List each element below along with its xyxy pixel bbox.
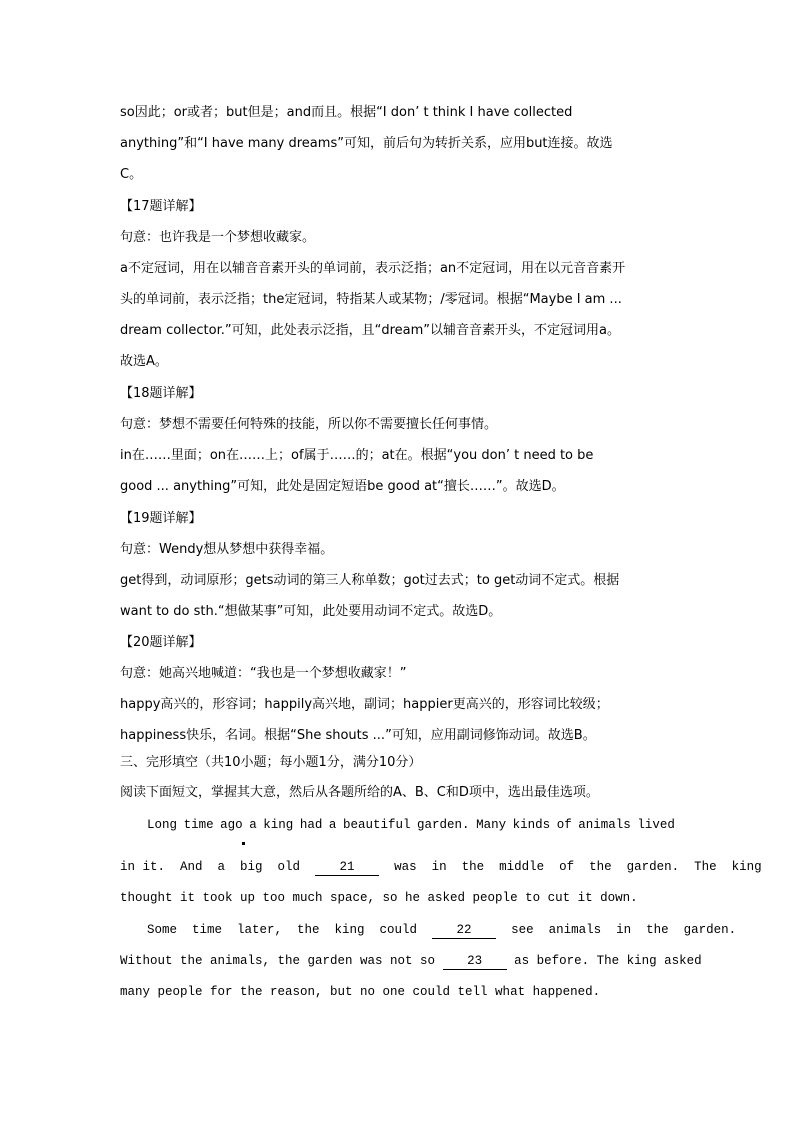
- word: of: [556, 818, 572, 832]
- q17-explanation-line-1: a不定冠词，用在以辅音音素开头的单词前，表示泛指；an不定冠词，用在以元音音素开: [120, 261, 626, 276]
- passage-p2-line-3: many people for the reason, but no one could tell what happened.: [120, 985, 601, 999]
- word: a: [328, 818, 337, 832]
- q19-meaning: 句意：Wendy想从梦想中获得幸福。: [120, 542, 334, 557]
- stray-dot-mark: [242, 842, 245, 845]
- passage-p1-line-1: [147, 816, 675, 834]
- blank-23: 23: [443, 954, 507, 970]
- q17-meaning: 句意：也许我是一个梦想收藏家。: [120, 230, 316, 245]
- text: in it. And a big old: [120, 860, 301, 874]
- q17-explanation-line-3: dream collector.”可知，此处表示泛指，且“dream”以辅音音素开头，不定冠词用a。: [120, 323, 620, 338]
- q20-meaning: 句意：她高兴地喊道：“我也是一个梦想收藏家！”: [120, 666, 407, 681]
- q18-header: 【18题详解】: [120, 386, 202, 401]
- passage-p2-line-2: [120, 952, 702, 970]
- q16-explanation-line-3: C。: [120, 167, 143, 182]
- word: lived: [637, 818, 675, 832]
- section-3-instruction: 阅读下面短文，掌握其大意，然后从各题所给的A、B、C和D项中，选出最佳选项。: [120, 785, 599, 800]
- word: Many: [476, 818, 507, 832]
- word: a: [249, 818, 257, 832]
- word: had: [299, 818, 323, 832]
- q19-explanation-line-1: get得到，动词原形；gets动词的第三人称单数；got过去式；to get动词不定式。根据: [120, 573, 620, 588]
- text: see animals in the garden.: [511, 923, 737, 937]
- blank-22: 22: [432, 923, 496, 939]
- section-3-title: 三、完形填空（共10小题；每小题1分，满分10分）: [120, 755, 422, 770]
- word: beautiful: [342, 818, 411, 832]
- word: king: [263, 818, 294, 832]
- q20-explanation-line-2: happiness快乐，名词。根据“She shouts ...”可知，应用副词修饰动词。故选B。: [120, 728, 596, 743]
- word: ago: [220, 818, 243, 832]
- q18-meaning: 句意：梦想不需要任何特殊的技能，所以你不需要擅长任何事情。: [120, 417, 498, 432]
- q17-explanation-line-2: 头的单词前，表示泛指；the定冠词，特指某人或某物；/零冠词。根据“Maybe I am ...: [120, 292, 622, 307]
- passage-p1-line-3: thought it took up too much space, so he asked people to cut it down.: [120, 891, 638, 905]
- q20-header: 【20题详解】: [120, 635, 202, 650]
- q17-explanation-line-4: 故选A。: [120, 354, 168, 369]
- word: time: [183, 818, 214, 832]
- text: Some time later, the king could: [147, 923, 418, 937]
- text: so因此；or或者；but但是；and而且。根据“I don’ t think I have collected: [120, 105, 573, 120]
- word: animals: [578, 818, 631, 832]
- passage-p1-line-2: [120, 858, 762, 876]
- q20-explanation-line-1: happy高兴的，形容词；happily高兴地，副词；happier更高兴的，形容词比较级；: [120, 697, 609, 712]
- q16-explanation-line-2: anything”和“I have many dreams”可知，前后句为转折关系，应用but连接。故选: [120, 136, 613, 151]
- q18-explanation-line-2: good ... anything”可知，此处是固定短语be good at“擅长……”。故选D。: [120, 479, 565, 494]
- text: was in the middle of the garden. The king: [394, 860, 762, 874]
- q18-explanation-line-1: in在……里面；on在……上；of属于……的；at在。根据“you don’ t need to be: [120, 448, 594, 463]
- q17-header: 【17题详解】: [120, 199, 202, 214]
- word: kinds: [512, 818, 551, 832]
- word: garden.: [417, 818, 470, 832]
- text: Without the animals, the garden was not so: [120, 954, 436, 968]
- q19-header: 【19题详解】: [120, 511, 202, 526]
- blank-21: 21: [315, 860, 379, 876]
- q16-explanation-line-1: [120, 104, 676, 122]
- text: as before. The king asked: [514, 954, 702, 968]
- q19-explanation-line-2: want to do sth.“想做某事”可知，此处要用动词不定式。故选D。: [120, 604, 502, 619]
- passage-p2-line-1: [147, 921, 737, 939]
- word: Long: [147, 818, 178, 832]
